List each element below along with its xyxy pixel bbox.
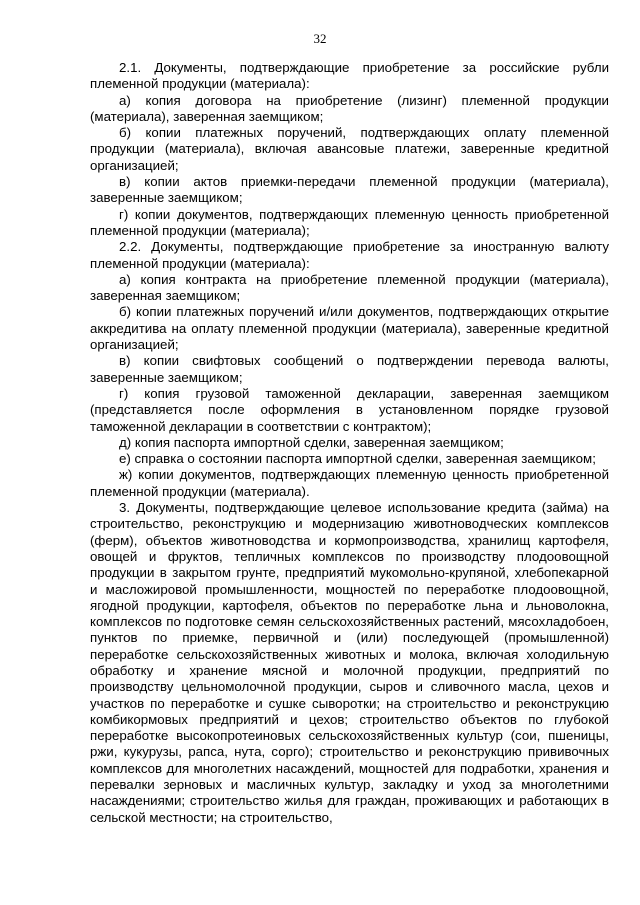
paragraph-2-1-b: б) копии платежных поручений, подтверждающих оплату племенной продукции (материала), включая авансовые платежи, заверенные кредитной организацией; bbox=[90, 125, 609, 173]
paragraph-2-1-a: а) копия договора на приобретение (лизинг) племенной продукции (материала), заверенная заемщиком; bbox=[90, 92, 609, 124]
paragraph-2-1-v: в) копии актов приемки-передачи племенной продукции (материала), заверенные заемщиком; bbox=[90, 174, 609, 206]
paragraph-2-2-a: а) копия контракта на приобретение племенной продукции (материала), заверенная заемщиком; bbox=[90, 271, 609, 304]
paragraph-2-1-g: г) копии документов, подтверждающих племенную ценность приобретенной племенной продукции (материала); bbox=[90, 206, 609, 238]
paragraph-2-2-e: е) справка о состоянии паспорта импортной сделки, заверенная заемщиком; bbox=[119, 451, 596, 467]
paragraph-2-2-d: д) копия паспорта импортной сделки, заверенная заемщиком; bbox=[119, 434, 504, 450]
paragraph-2-2-zh: ж) копии документов, подтверждающих племенную ценность приобретенной племенной продукции (материала). bbox=[90, 467, 609, 499]
page-number: 32 bbox=[313, 31, 327, 46]
paragraph-2-2-g: г) копия грузовой таможенной декларации, заверенная заемщиком (представляется после оформления в установленном порядке грузовой таможенной декларации в соответствии с контрактом); bbox=[90, 385, 609, 434]
paragraph-2-2-v: в) копии свифтовых сообщений о подтверждении перевода валюты, заверенные заемщиком; bbox=[90, 353, 609, 385]
paragraph-2-2: 2.2. Документы, подтверждающие приобретение за иностранную валюту племенной продукции (материала): bbox=[90, 239, 609, 271]
paragraph-2-1: 2.1. Документы, подтверждающие приобретение за российские рубли племенной продукции (материала): bbox=[90, 60, 609, 92]
document-body bbox=[90, 60, 609, 826]
paragraph-2-2-b: б) копии платежных поручений и/или документов, подтверждающих открытие аккредитива на оплату племенной продукции (материала), заверенные кредитной организацией; bbox=[90, 304, 609, 353]
paragraph-3: 3. Документы, подтверждающие целевое использование кредита (займа) на строительство, реконструкцию и модернизацию животноводческих комплексов (ферм), объектов животноводства и кормопроизводства, хранилищ картофеля, овощей и фруктов, тепличных комплексов по производству плодоовощной продукции в закрытом грунте, предприятий мукомольно-крупяной, хлебопекарной и масложировой промышленности, мощностей по переработке плодоовощной, ягодной продукции, картофеля, объектов по переработке льна и льноволокна, комплексов по подготовке семян сельскохозяйственных растений, мясохладобоен, пунктов по приемке, первичной и (или) последующей (промышленной) переработке сельскохозяйственных животных и молока, включая холодильную обработку и хранение мясной и молочной продукции, предприятий по производству цельномолочной продукции, сыров и сливочного масла, цехов и участков по переработке и сушке сыворотки; на строительство и реконструкцию комбикормовых предприятий и цехов; строительство объектов по глубокой переработке высокопротеиновых сельскохозяйственных культур (сои, пшеницы, ржи, кукурузы, рапса, нута, сорго); строительство и реконструкцию прививочных комплексов для многолетних насаждений, мощностей для подработки, хранения и перевалки зерновых и масличных культур, закладку и уход за многолетними насаждениями; строительство жилья для граждан, проживающих и работающих в сельской местности; на строительство, bbox=[90, 500, 609, 825]
